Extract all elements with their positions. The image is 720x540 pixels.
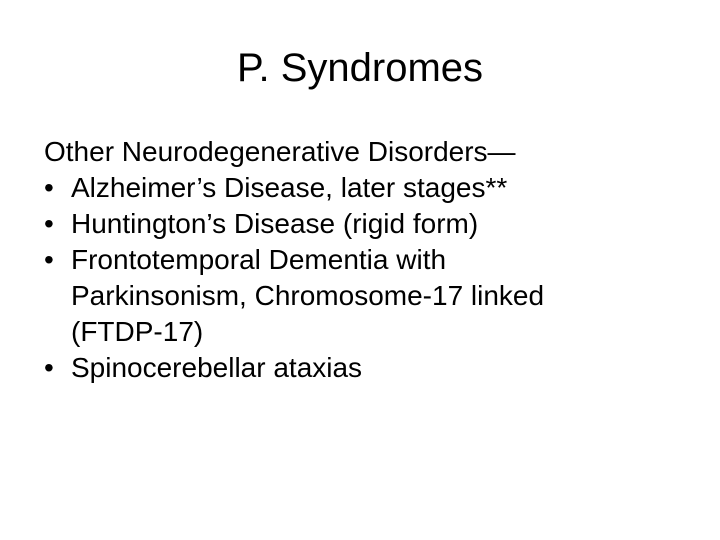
bullet-item-ftdp17 <box>44 242 684 350</box>
bullet-item-spinocerebellar <box>44 350 684 386</box>
bullet-item-alzheimers <box>44 170 684 206</box>
bullet-text-line: Frontotemporal Dementia with <box>71 244 447 275</box>
bullet-text-line: Alzheimer’s Disease, later stages** <box>71 172 508 203</box>
intro-text: Other Neurodegenerative Disorders— <box>44 136 516 167</box>
bullet-item-huntingtons <box>44 206 684 242</box>
bullet-icon: • <box>44 244 54 275</box>
slide-body <box>44 134 684 386</box>
bullet-text-line: Huntington’s Disease (rigid form) <box>71 208 479 239</box>
slide-title: P. Syndromes <box>236 46 484 90</box>
bullet-text-line: Spinocerebellar ataxias <box>71 352 363 383</box>
bullet-icon: • <box>44 352 54 383</box>
bullet-list <box>44 170 684 386</box>
bullet-text-line: (FTDP-17) <box>71 316 204 347</box>
bullet-icon: • <box>44 208 54 239</box>
bullet-icon: • <box>44 172 54 203</box>
bullet-text-line: Parkinsonism, Chromosome-17 linked <box>71 280 545 311</box>
